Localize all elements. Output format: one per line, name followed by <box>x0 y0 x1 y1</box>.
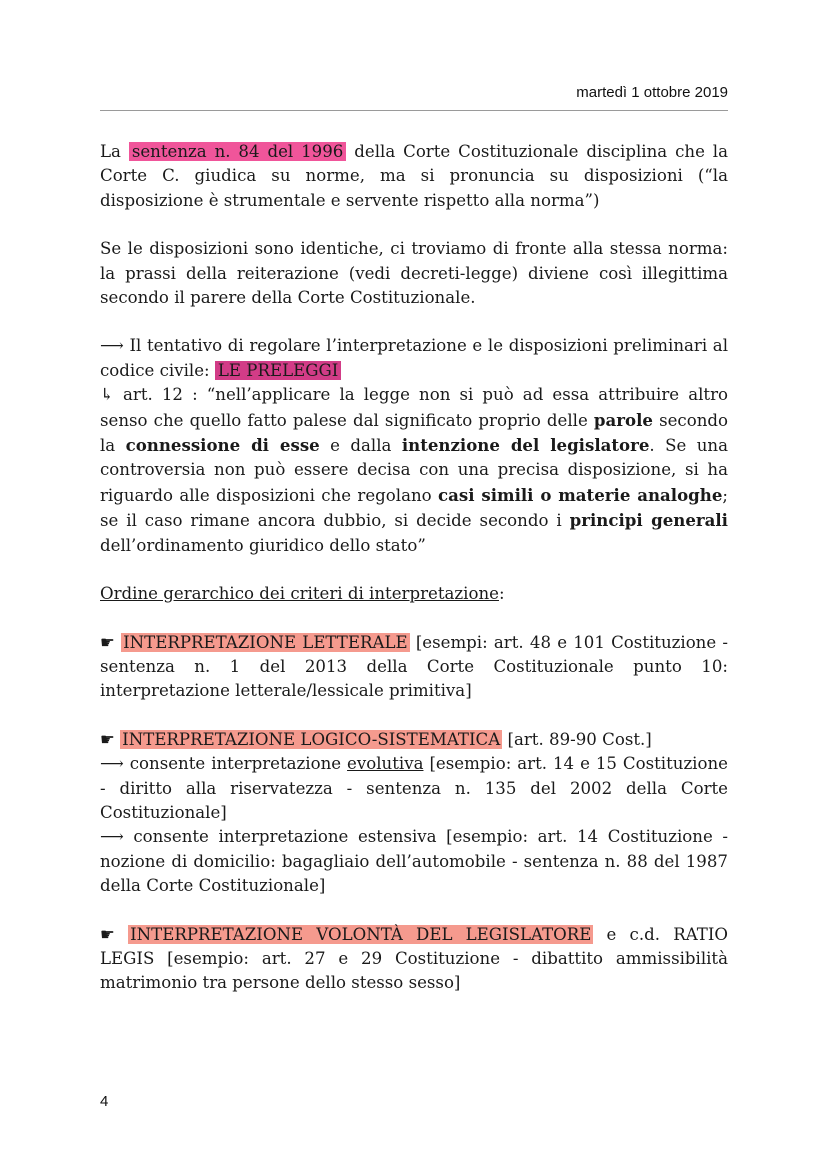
criterion-logico-sistematica <box>100 728 728 899</box>
criterion-logico-text: [art. 89-90 Cost.] <box>502 729 652 749</box>
page-number: 4 <box>100 1093 109 1110</box>
art12-bold-intenzione: intenzione del legislatore <box>401 435 650 456</box>
highlight-volonta: INTERPRETAZIONE VOLONTÀ DEL LEGISLATORE <box>130 924 592 944</box>
art12-text-5: ; se il caso rimane ancora dubbio, si decide secondo i <box>100 485 728 531</box>
highlight-sentenza: sentenza n. 84 del 1996 <box>129 142 347 161</box>
order-colon: : <box>498 584 505 604</box>
highlight-preleggi: LE PRELEGGI <box>215 361 341 380</box>
header-divider <box>100 110 728 111</box>
criterion-logico-title-line <box>100 728 728 752</box>
art12-text-3: e dalla <box>319 436 402 456</box>
highlight-letterale: INTERPRETAZIONE LETTERALE <box>123 632 408 652</box>
return-arrow-icon: ↳ <box>100 385 114 405</box>
p3-text: Il tentativo di regolare l’interpretazione e le disposizioni preliminari al codice civile: <box>100 336 728 380</box>
order-title: Ordine gerarchico dei criteri di interpretazione <box>100 584 499 604</box>
art12-text-2: secondo la <box>100 410 728 456</box>
criterion-letterale-text: [esempi: art. 48 e 101 Costituzione - sentenza n. 1 del 2013 della Corte Costituzionale punto 10: interpretazione letterale/lessicale primitiva] <box>100 632 729 701</box>
sub-estensiva-text: consente interpretazione estensiva [esempio: art. 14 Costituzione - nozione di domicilio: bagagliaio dell’automobile - sentenza n. 88 del 1987 della Corte Costituzionale] <box>100 827 728 896</box>
art12-bold-casi-simili: casi simili o materie analoghe <box>438 484 723 505</box>
paragraph-art-12 <box>100 383 728 558</box>
p1-text-pre: La <box>100 142 129 161</box>
sub-estensiva <box>100 825 728 898</box>
order-heading <box>100 582 728 606</box>
header-date: martedì 1 ottobre 2019 <box>576 84 728 101</box>
art12-text-4: . Se una controversia non può essere decisa con una precisa disposizione, si ha riguardo alle disposizioni che regolano <box>100 436 728 505</box>
pointing-hand-icon: ☛ <box>100 632 115 652</box>
paragraph-reiterazione: Se le disposizioni sono identiche, ci troviamo di fronte alla stessa norma: la prassi della reiterazione (vedi decreti-legge) diviene così illegittima secondo il parere della Corte Costituzionale. <box>100 239 728 308</box>
art12-text-1: art. 12 : “nell’applicare la legge non si può ad essa attribuire altro senso che quello fatto palese dal significato proprio delle <box>100 385 728 430</box>
highlight-logico-sistematica: INTERPRETAZIONE LOGICO-SISTEMATICA <box>122 729 501 749</box>
arrow-icon: ⟶ <box>100 827 124 847</box>
arrow-icon: ⟶ <box>100 336 124 356</box>
p1-text-post: della Corte Costituzionale disciplina che la Corte C. giudica su norme, ma si pronuncia su disposizioni (“la disposizione è strumentale e servente rispetto alla norma”) <box>100 142 729 210</box>
paragraph-preleggi <box>100 334 728 383</box>
art12-text-6: dell’ordinamento giuridico dello stato” <box>100 535 426 555</box>
art12-bold-connessione: connessione di esse <box>125 435 320 456</box>
criterion-volonta <box>100 923 728 996</box>
art12-bold-parole: parole <box>593 409 653 430</box>
paragraph-sentenza-84 <box>100 140 728 213</box>
sub-evolutiva <box>100 752 728 825</box>
sub-evolutiva-post: [esempio: art. 14 e 15 Costituzione - diritto alla riservatezza - sentenza n. 135 del 2002 della Corte Costituzionale] <box>100 754 728 822</box>
pointing-hand-icon: ☛ <box>100 924 115 944</box>
criterion-letterale <box>100 631 728 704</box>
sub-evolutiva-pre: consente interpretazione <box>123 754 348 774</box>
criterion-volonta-text: e c.d. RATIO LEGIS [esempio: art. 27 e 29 Costituzione - dibattito ammissibilità matrimonio tra persone dello stesso sesso] <box>100 924 729 993</box>
art12-bold-principi: principi generali <box>569 510 728 531</box>
underline-evolutiva: evolutiva <box>347 754 424 774</box>
arrow-icon: ⟶ <box>100 754 124 774</box>
document-body <box>100 140 728 996</box>
pointing-hand-icon: ☛ <box>100 729 115 749</box>
